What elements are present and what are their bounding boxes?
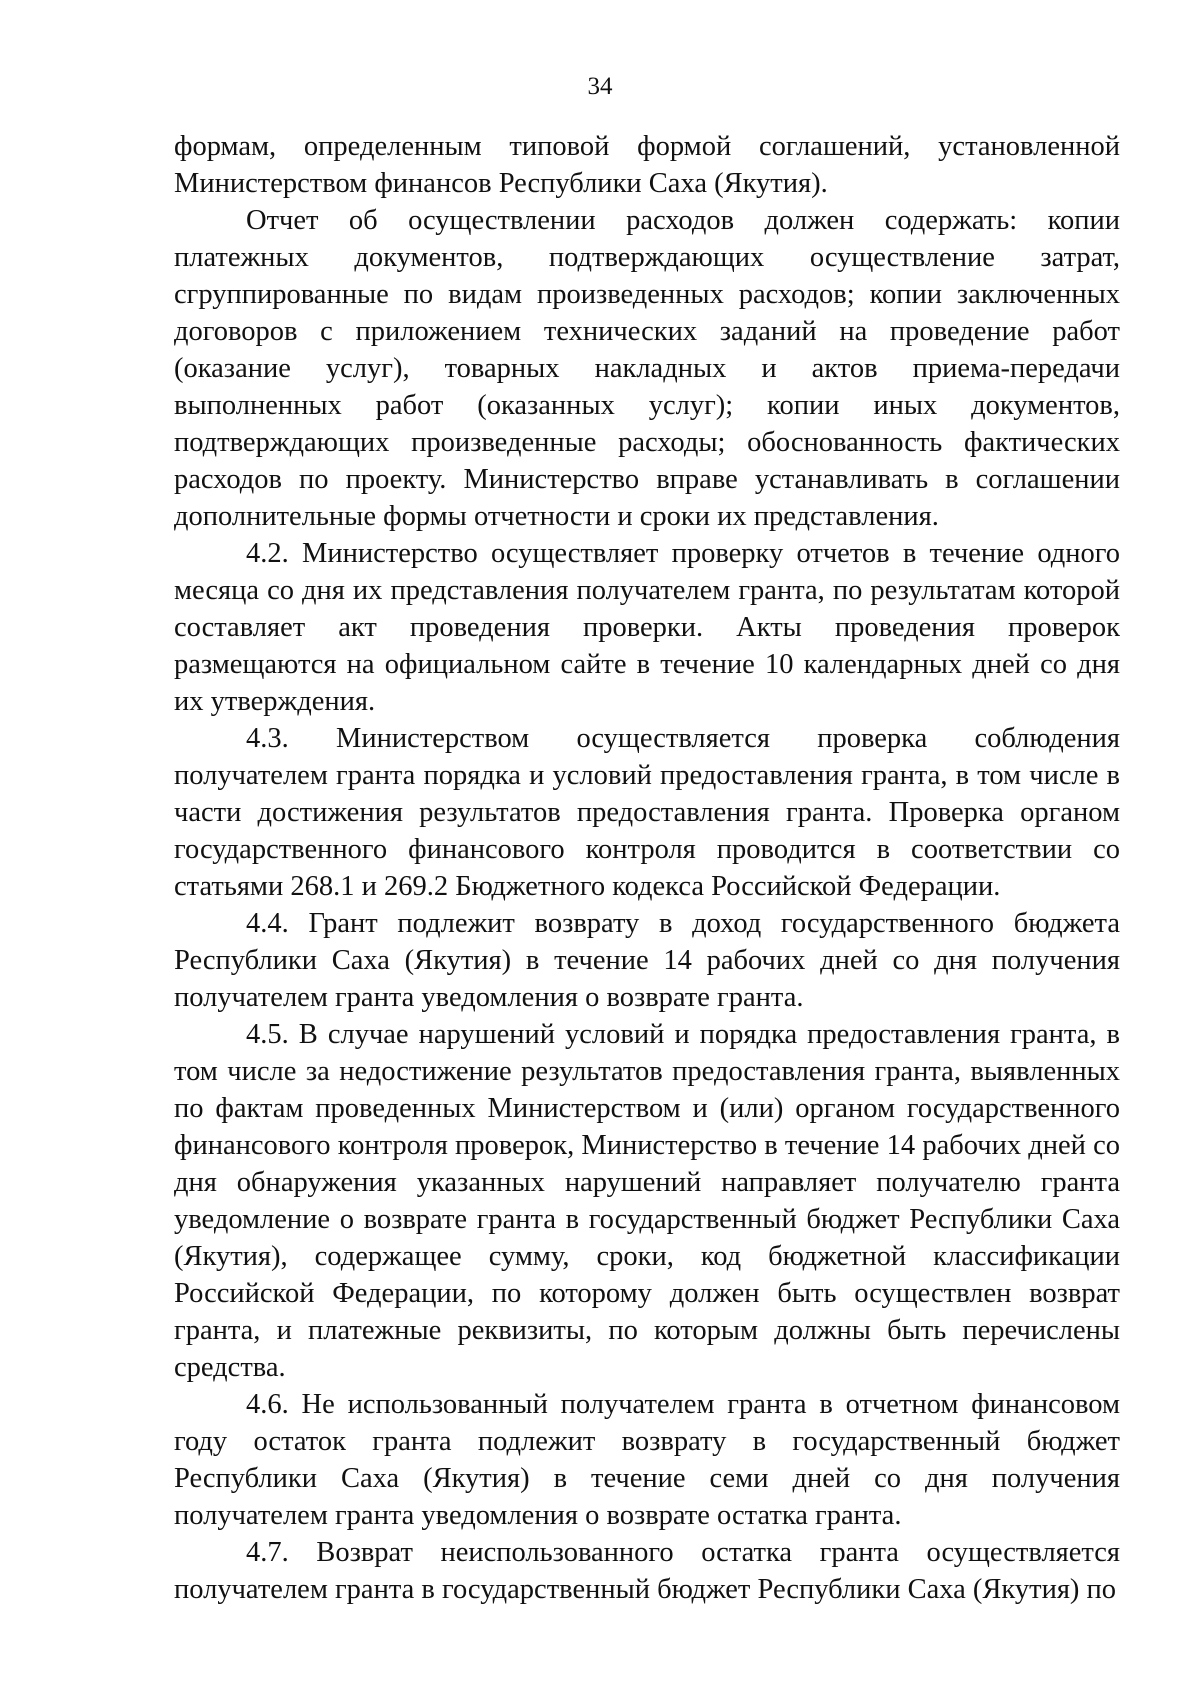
paragraph-4-5: 4.5. В случае нарушений условий и порядка предоставления гранта, в том числе за недостижение результатов предоставления гранта, выявленных по фактам проведенных Министерством и (или) органом государственного финансового контроля проверок, Министерство в течение 14 рабочих дней со дня обнаружения указанных нарушений направляет получателю гранта уведомление о возврате гранта в государственный бюджет Республики Саха (Якутия), содержащее сумму, сроки, код бюджетной классификации Российской Федерации, по которому должен быть осуществлен возврат гранта, и платежные реквизиты, по которым должны быть перечислены средства.: [174, 1019, 1120, 1383]
page-number: 34: [587, 73, 613, 100]
paragraph-report-contents: Отчет об осуществлении расходов должен содержать: копии платежных документов, подтверждающих осуществление затрат, сгруппированные по видам произведенных расходов; копии заключенных договоров с приложением технических заданий на проведение работ (оказание услуг), товарных накладных и актов приема-передачи выполненных работ (оказанных услуг); копии иных документов, подтверждающих произведенные расходы; обоснованность фактических расходов по проекту. Министерство вправе устанавливать в соглашении дополнительные формы отчетности и сроки их представления.: [174, 205, 1120, 532]
paragraph-4-3: 4.3. Министерством осуществляется проверка соблюдения получателем гранта порядка и условий предоставления гранта, в том числе в части достижения результатов предоставления гранта. Проверка органом государственного финансового контроля проводится в соответствии со статьями 268.1 и 269.2 Бюджетного кодекса Российской Федерации.: [174, 723, 1120, 902]
paragraph-continuation: формам, определенным типовой формой соглашений, установленной Министерством финансов Республики Саха (Якутия).: [174, 131, 1120, 199]
document-body: [174, 128, 1120, 1608]
paragraph-4-2: 4.2. Министерство осуществляет проверку отчетов в течение одного месяца со дня их представления получателем гранта, по результатам которой составляет акт проведения проверки. Акты проведения проверок размещаются на официальном сайте в течение 10 календарных дней со дня их утверждения.: [174, 538, 1120, 717]
paragraph-4-7: 4.7. Возврат неиспользованного остатка гранта осуществляется получателем гранта в государственный бюджет Республики Саха (Якутия) по: [174, 1537, 1120, 1605]
paragraph-4-4: 4.4. Грант подлежит возврату в доход государственного бюджета Республики Саха (Якутия) в течение 14 рабочих дней со дня получения получателем гранта уведомления о возврате гранта.: [174, 908, 1120, 1013]
paragraph-4-6: 4.6. Не использованный получателем гранта в отчетном финансовом году остаток гранта подлежит возврату в государственный бюджет Республики Саха (Якутия) в течение семи дней со дня получения получателем гранта уведомления о возврате остатка гранта.: [174, 1389, 1120, 1531]
